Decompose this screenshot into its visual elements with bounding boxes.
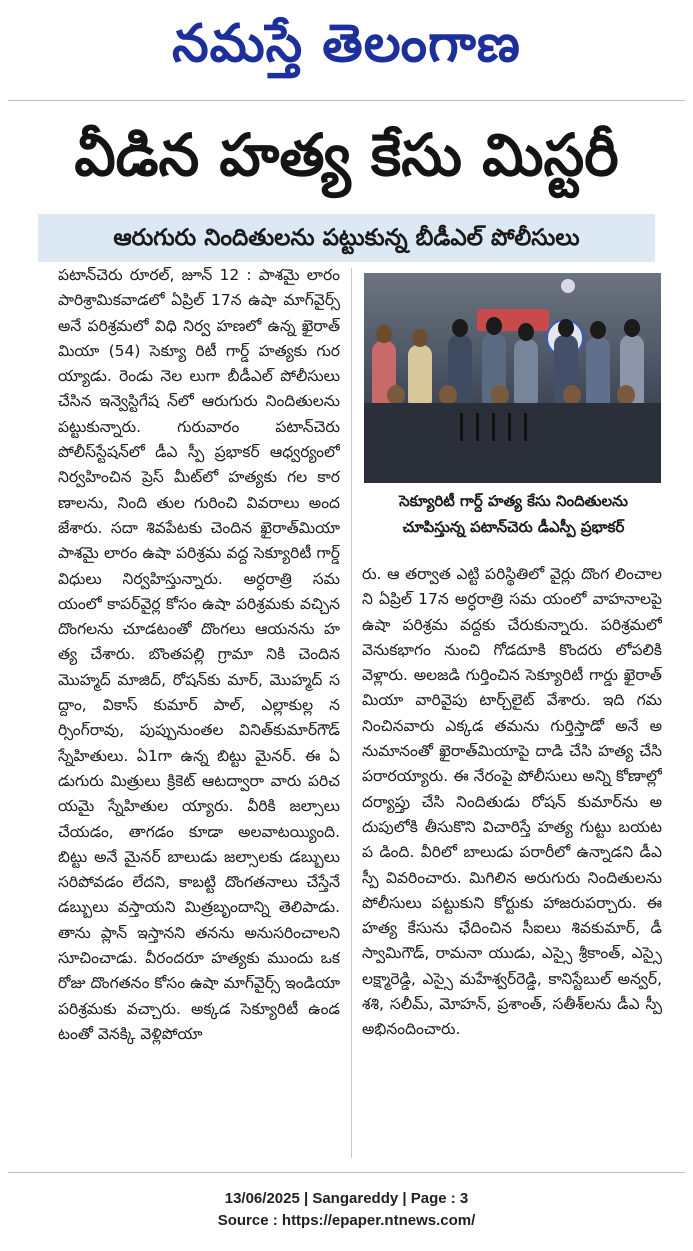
masked-person xyxy=(586,337,610,405)
column-divider xyxy=(351,268,352,1158)
microphone-icon xyxy=(524,413,527,441)
standing-person-head xyxy=(376,325,392,343)
standing-person-head xyxy=(412,329,428,347)
press-table xyxy=(364,403,661,483)
masked-person-head xyxy=(486,317,502,335)
standing-person xyxy=(408,345,432,405)
seated-person-head xyxy=(563,385,581,405)
photo-caption-line-2: చూపిస్తున్న పటాన్‌చెరు డీఎస్పీ ప్రభాకర్ xyxy=(402,518,625,536)
microphone-icon xyxy=(460,413,463,441)
footer-date-edition: 13/06/2025 | Sangareddy | Page : 3 xyxy=(224,1190,469,1207)
seated-officer-head xyxy=(491,385,509,405)
article-left-column: పటాన్‌చెరు రూరల్, జూన్ 12 : పాశమై లారం పారిశ్రామికవాడలో ఏప్రిల్ 17న ఉషా మాగ్‌వైర్స్ అనే పరిశ్రమలో విధి నిర్వ హణలో ఉన్న ఖైరాత్ మియా (54) సెక్యూ రిటీ గార్డ్ హత్యకు గురయ్యాడు. రెండు నెల లుగా బీడీఎల్ పోలీసులు చేసిన ఇన్వెస్టిగేష న్‌లో ఆరుగురు నిందితులను పట్టుకున్నారు. గురువారం పటాన్‌చెరు పోలీస్‌స్టేషన్‌లో డీఎ స్పీ ప్రభాకర్ ఆధ్వర్యంలో నిర్వహించిన ప్రెస్ మీట్‌లో హత్యకు గల కారణాలను, నింది తుల గురించి వివరాలు అందజేశారు. సదా శివపేటకు చెందిన ఖైరాత్‌మియా పాశమై లారం ఉషా పరిశ్రమ వద్ద సెక్యూరిటీ గార్డ్ విధులు నిర్వహిస్తున్నారు. అర్ధరాత్రి సమ యంలో కాపర్‌వైర్ల కోసం ఉషా పరిశ్రమకు వచ్చిన దొంగలను చూడటంతో దొంగలు ఆయనను హత్య చేశారు. బొంతపల్లి గ్రామా నికి చెందిన మొహ్మద్ మాజిద్, రోషన్‌కు మార్, మొహ్మద్ సద్దాం, వికాస్ కుమార్ పాల్, ఎల్లాకుల్ల నర్సింగ్‌రావు, పుప్పునుంతల వినిత్‌కుమార్‌గౌడ్ స్నేహితులు. ఏ1గా ఉన్న బిట్టు మైనర్. ఈ ఏడుగురు మిత్రులు క్రికెట్ ఆటద్వారా వారు పరిచయమై స్నేహితుల య్యారు. వీరికి జల్సాలు చేయడం, తాగడం కూడా అలవాటయ్యింది. బిట్టు అనే మైనర్ బాలుడు జల్సాలకు డబ్బులు సరిపోవడం లేదని, కాబట్టి దొంగతనాలు చేస్తేనే డబ్బులు వస్తాయని మిత్రబృందాన్ని తెలిపాడు. తాను ప్లాన్ ఇస్తానని తనను అనుసరించాలని సూచించాడు. వీరందరూ హత్యకు ముందు ఒక రోజు దొంగతనం కోసం ఉషా మాగ్‌వైర్స్ ఇండియా పరిశ్రమకు వచ్చారు. అక్కడ సెక్యూరిటీ ఉండటంతో వెనక్కి వెళ్లిపోయా xyxy=(58,266,340,1043)
headline: వీడిన హత్య కేసు మిస్టరీ xyxy=(74,121,619,189)
press-photo xyxy=(364,273,661,483)
footer-rule xyxy=(8,1172,685,1173)
masthead-rule xyxy=(8,100,685,101)
photo-caption xyxy=(381,488,646,548)
masked-person-head xyxy=(624,319,640,337)
masked-person-head xyxy=(558,319,574,337)
emblem-icon xyxy=(561,279,575,293)
masked-person-head xyxy=(518,323,534,341)
masked-person-head xyxy=(452,319,468,337)
masthead: నమస్తే తెలంగాణ xyxy=(172,13,521,74)
masked-person-head xyxy=(590,321,606,339)
masked-person xyxy=(514,339,538,405)
seated-person-head xyxy=(617,385,635,405)
seated-officer-head xyxy=(387,385,405,405)
photo-caption-line-1: సెక్యూరిటీ గార్ద్ హత్య కేసు నిందితులను xyxy=(399,492,628,510)
article-right-column: రు. ఆ తర్వాత ఎట్టి పరిస్థితిలో వైర్లు దొంగ లించాలని ఏప్రిల్ 17న అర్ధరాత్రి సమ యంలో వాహనాలపై ఉషా పరిశ్రమ వద్దకు చేరుకున్నారు. పరిశ్రమలో వెనుకభాగం నుంచి గోడదూకి కొందరు లోపలికి వెళ్లారు. అలజడి గుర్తించిన సెక్యూరిటీ గార్డు ఖైరాత్ మియా వారివైపు టార్చ్‌లైట్ వేశారు. ఇది గమనించినవారు ఎక్కడ తమను గుర్తిస్తాడో అనే అనుమానంతో ఖైరాత్‌మియాపై దాడి చేసి హత్య చేసి పరారయ్యారు. ఈ నేరంపై పోలీసులు అన్ని కోణాల్లో దర్యాప్తు చేసి నిందితుడు రోషన్ కుమార్‌ను అదుపులోకి తీసుకొని విచారిస్తే హత్య గుట్టు బయటప డింది. వీరిలో బాలుడు పరారీలో ఉన్నాడని డీఎస్పీ వివరించారు. మిగిలిన అరుగురు నిందితులను పోలీసులు పట్టుకుని కోర్టుకు హాజరుపర్చారు. ఈ హత్య కేసును ఛేదించిన సీఐలు శివకుమార్, డీ స్వామిగౌడ్, రామనా యుడు, ఎస్సై శ్రీకాంత్, ఎస్సై లక్ష్మారెడ్డి, ఎస్సై మహేశ్వర్‌రెడ్డి, కానిస్టేబుల్ అన్వర్, శశి, సలీమ్, మోహన్, ప్రశాంత్, సతీశ్‌లను డీఎ స్పీ అభినందించారు. xyxy=(362,565,662,1039)
seated-officer-head xyxy=(439,385,457,405)
microphone-icon xyxy=(476,413,479,441)
footer-source: Source : https://epaper.ntnews.com/ xyxy=(217,1212,476,1229)
subheadline-band: ఆరుగురు నిందితులను పట్టుకున్న బీడీఎల్ పోలీసులు xyxy=(38,214,655,262)
microphone-icon xyxy=(492,413,495,441)
microphone-icon xyxy=(508,413,511,441)
